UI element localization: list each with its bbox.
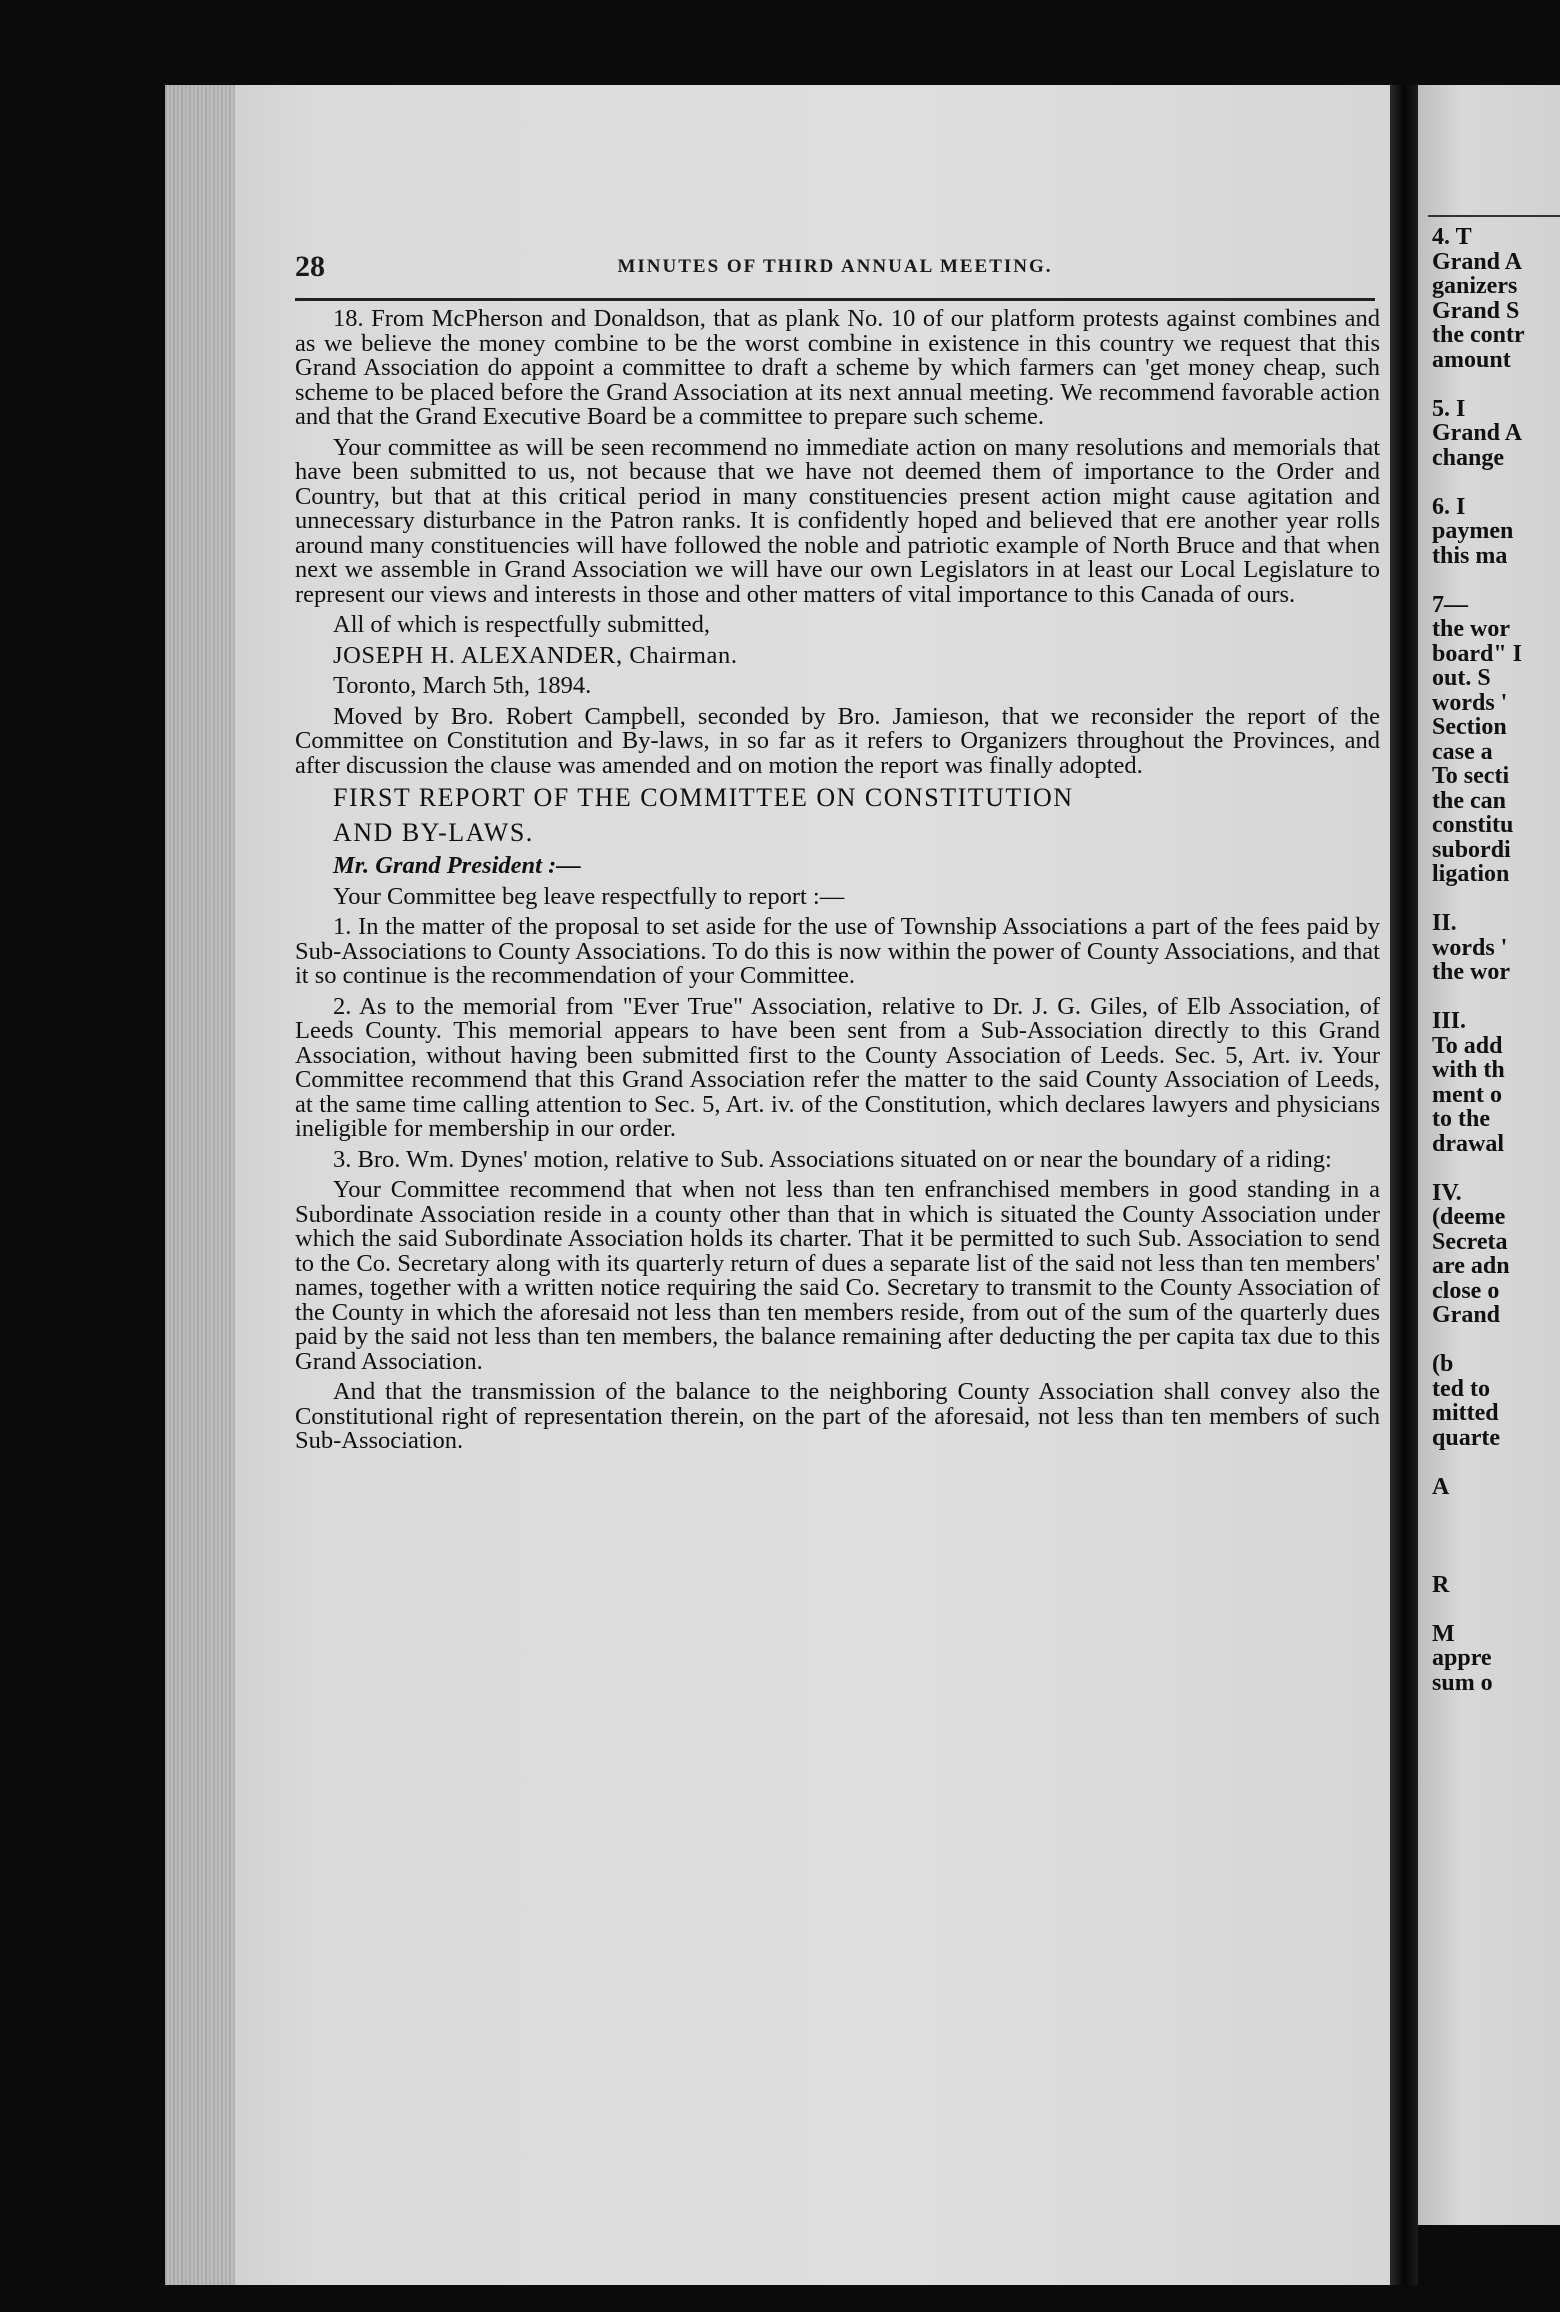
page-header: [295, 250, 1375, 290]
paragraph-transmission: And that the transmission of the balance to the neighboring County Association shall convey also the Constitutional right of representation therein, on the part of the aforesaid, not less than ten members of such Sub-Association.: [295, 1378, 1380, 1454]
page-number: 28: [295, 250, 325, 283]
right-page-line: appre: [1432, 1645, 1492, 1671]
paragraph-item-2: 2. As to the memorial from "Ever True" Association, relative to Dr. J. G. Giles, of Elb Association, of Leeds County. This memorial appears to have been sent from a Sub-Association directly to this Grand Association, without having been submitted first to the County Association of Leeds. Sec. 5, Art. iv. Your Committee recommend that this Grand Association refer the matter to the said County Association of Leeds, at the same time calling attention to Sec. 5, Art. iv. of the Constitution, which declares lawyers and physicians ineligible for membership in our order.: [295, 992, 1380, 1142]
right-page-line: (b: [1432, 1351, 1454, 1377]
right-page-line: [1432, 372, 1560, 397]
right-page-line: [1432, 1597, 1560, 1622]
paragraph-item-3: 3. Bro. Wm. Dynes' motion, relative to Sub. Associations situated on or near the boundary of a riding:: [333, 1145, 1332, 1173]
body-text: [295, 307, 1380, 1460]
right-page-line: constitu: [1432, 812, 1514, 838]
right-page-line: (deeme: [1432, 1204, 1506, 1230]
right-page-line: [1432, 470, 1560, 495]
running-head: MINUTES OF THIRD ANNUAL MEETING.: [617, 256, 1053, 277]
right-page-line: Grand A: [1432, 248, 1523, 275]
right-page-line: Grand: [1432, 1302, 1501, 1328]
right-page-fragment: [1418, 85, 1560, 2225]
right-page-line: drawal: [1432, 1130, 1504, 1157]
right-page-line: 7—: [1432, 591, 1468, 618]
right-page-line: IV.: [1432, 1179, 1462, 1206]
right-page-line: A: [1432, 1473, 1450, 1500]
right-page-line: board" I: [1432, 640, 1523, 667]
right-page-line: 5. I: [1432, 395, 1466, 422]
left-page: [165, 85, 1390, 2285]
right-page-line: Section: [1432, 714, 1507, 740]
paragraph-item-18: 18. From McPherson and Donaldson, that as plank No. 10 of our platform protests against combines and as we believe the money combine to be the worst combine in existence in this country we request that this Grand Association do appoint a committee to draft a scheme by which farmers can 'get money cheap, such scheme to be placed before the Grand Association at its next annual meeting. We recommend favorable action and that the Grand Executive Board be a committee to prepare such scheme.: [295, 305, 1380, 430]
right-page-text: [1432, 225, 1560, 1695]
right-page-line: change: [1432, 444, 1504, 471]
right-page-line: Grand A: [1432, 420, 1523, 446]
submitted-line: All of which is respectfully submitted,: [333, 611, 710, 638]
section-heading-line1: FIRST REPORT OF THE COMMITTEE ON CONSTITUTION: [333, 783, 1074, 812]
right-page-line: the wor: [1432, 616, 1510, 642]
right-page-rule: [1428, 215, 1560, 217]
paragraph-moved: Moved by Bro. Robert Campbell, seconded by Bro. Jamieson, that we reconsider the report of the Committee on Constitution and By-laws, in so far as it refers to Organizers throughout the Provinces, and after discussion the clause was amended and on motion the report was finally adopted.: [295, 702, 1380, 779]
right-page-line: R: [1432, 1571, 1450, 1598]
right-page-line: III.: [1432, 1008, 1467, 1034]
right-page-line: ganizers: [1432, 273, 1518, 299]
right-page-line: [1432, 1499, 1560, 1524]
right-page-line: mitted: [1432, 1400, 1499, 1426]
right-page-line: close o: [1432, 1277, 1500, 1304]
salutation: Mr. Grand President :—: [333, 852, 581, 879]
section-heading-line2: AND BY-LAWS.: [333, 818, 534, 847]
right-page-line: the can: [1432, 787, 1506, 814]
paragraph-committee-note: Your committee as will be seen recommend no immediate action on many resolutions and memorials that have been submitted to us, not because that we have not deemed them of importance to the Order and Country, but that at this critical period in many constituencies present action might cause agitation and unnecessary disturbance in the Patron ranks. It is confidently hoped and believed that ere another year rolls around many constituencies will have followed the noble and patriotic example of North Bruce and that when next we assemble in Grand Association we will have our own Legislators in at least our Local Legislature to represent our views and interests in those and other matters of vital importance to this Canada of ours.: [295, 433, 1380, 608]
right-page-line: amount: [1432, 346, 1511, 373]
right-page-line: 6. I: [1432, 493, 1466, 520]
right-page-line: ligation: [1432, 861, 1510, 887]
right-page-line: out. S: [1432, 665, 1491, 691]
right-page-line: [1432, 1450, 1560, 1475]
right-page-line: case a: [1432, 738, 1493, 765]
right-page-line: the contr: [1432, 322, 1525, 348]
right-page-line: ted to: [1432, 1375, 1490, 1402]
paragraph-beg-leave: Your Committee beg leave respectfully to report :—: [333, 882, 845, 910]
right-page-line: [1432, 568, 1560, 593]
right-page-line: sum o: [1432, 1669, 1493, 1696]
right-page-line: [1432, 887, 1560, 912]
book-gutter: [1390, 85, 1418, 2285]
right-page-line: quarte: [1432, 1424, 1500, 1451]
right-page-line: subordi: [1432, 836, 1511, 863]
right-page-line: are adn: [1432, 1253, 1510, 1279]
signature: JOSEPH H. ALEXANDER, Chairman.: [333, 641, 738, 669]
header-rule: [295, 298, 1375, 301]
right-page-line: paymen: [1432, 518, 1514, 544]
right-page-line: Grand S: [1432, 297, 1520, 324]
dateline: Toronto, March 5th, 1894.: [333, 672, 592, 699]
right-page-line: to the: [1432, 1106, 1490, 1132]
right-page-line: this ma: [1432, 542, 1508, 569]
right-page-line: To add: [1432, 1032, 1503, 1059]
right-page-line: [1432, 985, 1560, 1010]
right-page-line: [1432, 1524, 1560, 1549]
right-page-line: [1432, 1156, 1560, 1181]
right-page-line: with th: [1432, 1057, 1505, 1083]
right-page-line: ment o: [1432, 1081, 1502, 1108]
right-page-line: words ': [1432, 689, 1508, 716]
right-page-line: II.: [1432, 910, 1457, 936]
right-page-line: To secti: [1432, 763, 1510, 789]
right-page-line: 4. T: [1432, 224, 1472, 250]
right-page-line: the wor: [1432, 959, 1510, 985]
right-page-line: words ': [1432, 934, 1508, 961]
right-page-line: [1432, 1548, 1560, 1573]
page-edges: [165, 85, 235, 2285]
right-page-line: Secreta: [1432, 1228, 1508, 1255]
paragraph-recommend: Your Committee recommend that when not less than ten enfranchised members in good standing in a Subordinate Association reside in a county other than that in which is situated the County Association under which the said Subordinate Association holds its charter. That it be permitted to such Sub. Association to send to the Co. Secretary along with its quarterly return of dues a separate list of the said not less than ten members' names, together with a written notice requiring the said Co. Secretary to transmit to the County Association of the County in which the aforesaid not less than ten members reside, from out of the sum of the quarterly dues paid by the said not less than ten members, the balance remaining after deducting the per capita tax due to this Grand Association.: [295, 1176, 1380, 1375]
right-page-line: M: [1432, 1620, 1455, 1647]
right-page-line: [1432, 1328, 1560, 1353]
paragraph-item-1: 1. In the matter of the proposal to set aside for the use of Township Associations a part of the fees paid by Sub-Associations to County Associations. To do this is now within the power of County Associations, and that it so continue is the recommendation of your Committee.: [295, 913, 1380, 989]
